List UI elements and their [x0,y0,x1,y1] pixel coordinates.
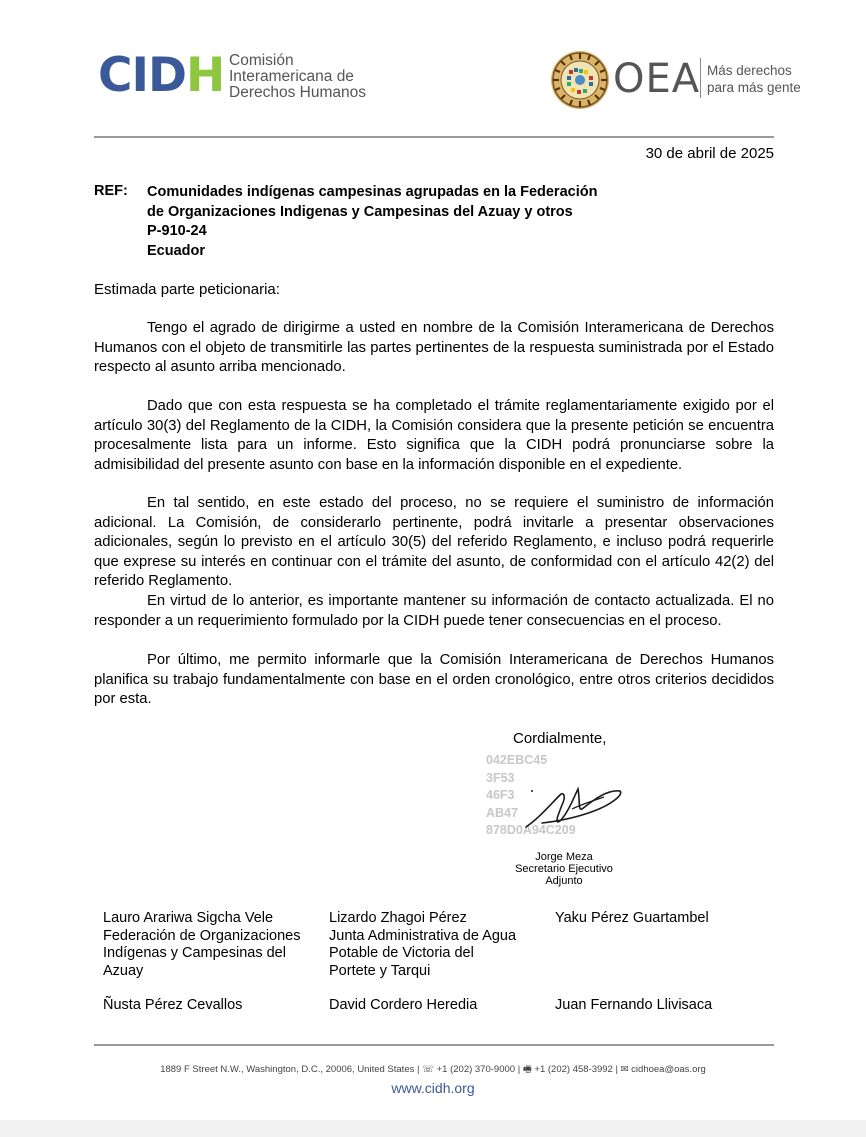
oas-seal-icon [550,50,610,110]
recipient [103,910,300,980]
body-paragraph: Tengo el agrado de dirigirme a usted en nombre de la Comisión Interamericana de Derechos Humanos con el objeto de transmitirle las partes pertinentes de la respuesta suministrada por el Estado respecto al asunto arriba mencionado. [94,320,774,375]
recipient-line: Ñusta Pérez Cevallos [103,997,243,1013]
signer-title: Secretario Ejecutivo [515,863,613,875]
signature-hash-line: 878D0A94C209 [486,823,576,837]
recipient [103,997,242,1015]
signature-hash-line: AB47 [486,805,518,820]
body-paragraph: En virtud de lo anterior, es importante mantener su información de contacto actualizada. El no responder a un requerimiento formulado por la CIDH puede tener consecuencias en el proceso. [94,593,774,629]
recipient-line: David Cordero Heredia [329,997,478,1013]
body-paragraph: Por último, me permito informarle que la Comisión Interamericana de Derechos Humanos planifica su trabajo fundamentalmente con base en el orden cronológico, entre otros criterios decididos por esta. [94,652,774,707]
ref-line: de Organizaciones Indigenas y Campesinas del Azuay y otros [147,203,573,220]
footer-divider [94,1044,774,1046]
signature-hash-line: 3F53 [486,770,515,785]
recipient-line: Indígenas y Campesinas del [103,945,286,961]
oea-logo-text: OEA [613,56,701,102]
signature-hash-line: 46F3 [486,788,515,802]
signature-hash-line: 042EBC45 [486,753,548,767]
recipient-line: Junta Administrativa de Agua [329,927,517,944]
ref-petition-number: P-910-24 [147,223,207,239]
cidh-name-line: Comisión [229,52,294,69]
recipient-line: Lauro Arariwa Sigcha Vele [103,910,274,926]
closing: Cordialmente, [513,730,607,747]
recipient [329,997,477,1015]
ref-label: REF: [94,183,128,199]
cidh-name [229,53,366,101]
ref-line: Comunidades indígenas campesinas agrupadas en la Federación [147,184,598,200]
signer-block [500,851,628,887]
recipient [555,997,712,1015]
body-paragraph: En tal sentido, en este estado del proceso, no se requiere el suministro de información adicional. La Comisión, de considerarlo pertinente, podrá invitarle a presentar observaciones adicionales, según lo previsto en el artículo 30(5) del referido Reglamento, e incluso podrá requerirle que exprese su interés en continuar con el trámite del asunto, de conformidad con el artículo 42(2) del referido Reglamento. [94,495,774,589]
recipient-line: Lizardo Zhagoi Pérez [329,910,467,926]
recipient-line: Juan Fernando Llivisaca [555,997,713,1013]
cidh-name-line: Interamericana de [229,68,354,85]
recipient [555,910,709,928]
cidh-logo-h: H [186,48,225,103]
signer-title: Adjunto [545,875,583,887]
recipient [329,910,516,980]
footer-url-link[interactable]: www.cidh.org [391,1080,475,1096]
ref-country: Ecuador [147,242,206,259]
salutation: Estimada parte peticionaria: [94,281,280,298]
cidh-logo-text: CID [98,48,186,103]
recipient-line: Yaku Pérez Guartambel [555,910,709,926]
oea-slogan [707,62,801,96]
header-divider [94,136,774,138]
page-bottom-band [0,1120,866,1137]
recipient-line: Azuay [103,962,144,979]
recipient-line: Portete y Tarqui [329,962,431,979]
body-paragraph: Dado que con esta respuesta se ha completado el trámite reglamentariamente exigido por el artículo 30(3) del Reglamento de la CIDH, la Comisión considera que la presente petición se encuentra procesalmente lista para un informe. Esto significa que la CIDH podrá pronunciarse sobre la admisibilidad del presente asunto con base en la información disponible en el expediente. [94,398,774,473]
ref-block [147,183,597,261]
signer-name: Jorge Meza [535,851,593,863]
handwritten-signature [520,775,624,837]
oea-separator [700,58,701,98]
cidh-name-line: Derechos Humanos [229,84,366,101]
recipient-line: Potable de Victoria del [329,945,474,961]
footer-address: 1889 F Street N.W., Washington, D.C., 20006, United States | ☏ +1 (202) 370-9000 | 🖷 +1 (202) 458-3992 | ✉ cidhoea@oas.org [160,1064,706,1075]
cidh-logo [98,48,225,103]
oea-slogan-line: Más derechos [707,63,792,78]
recipient-line: Federación de Organizaciones [103,927,301,944]
oea-slogan-line: para más gente [707,80,801,95]
letter-date: 30 de abril de 2025 [645,145,774,162]
